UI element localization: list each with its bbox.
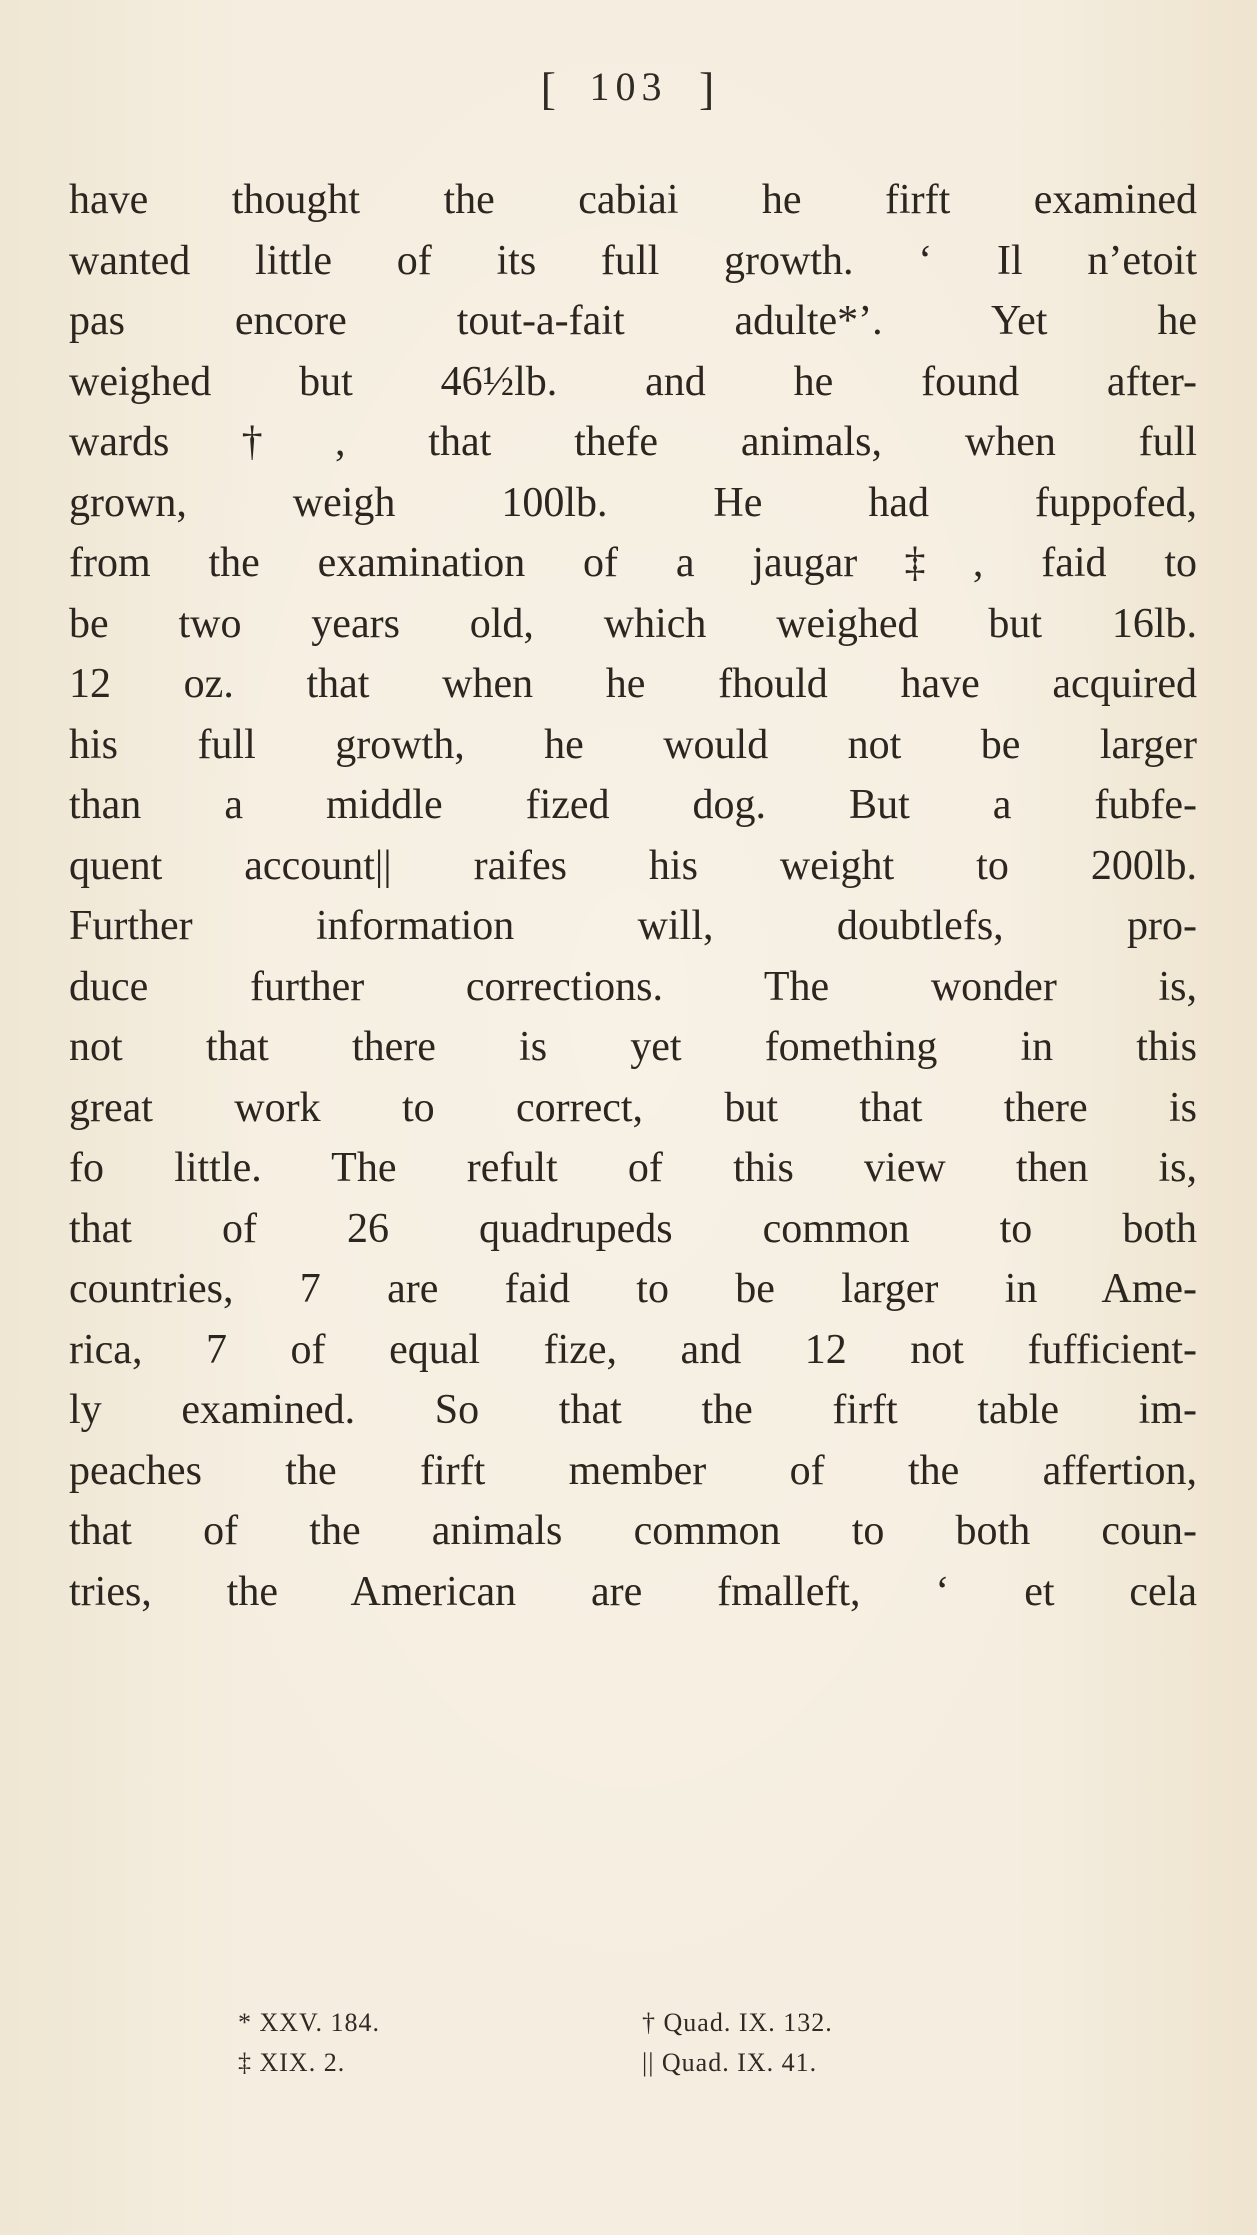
text-line: be two years old, which weighed but 16lb. (69, 600, 1197, 647)
footnote: || Quad. IX. 41. (642, 2048, 818, 2077)
text-line: countries, 7 are faid to be larger in Ame- (69, 1266, 1197, 1312)
text-line: peaches the firft member of the affertion, (69, 1447, 1197, 1494)
text-line: have thought the cabiai he firft examined (69, 177, 1197, 223)
text-line: wards†, that thefe animals, when full (69, 419, 1197, 465)
text-line: rica, 7 of equal fize, and 12 not fufficient- (69, 1326, 1197, 1373)
footnote: * XXV. 184. (238, 2008, 380, 2037)
body-text (69, 170, 1197, 1622)
header-left-bracket: [ (540, 63, 558, 114)
text-line: wanted little of its full growth. ‘ Il n’etoit (69, 237, 1197, 284)
text-line: weighed but 46½lb. and he found after- (69, 358, 1197, 405)
text-line: 12 oz. that when he fhould have acquired (69, 661, 1197, 707)
text-line: quent account|| raifes his weight to 200lb. (69, 842, 1197, 889)
text-line: great work to correct, but that there is (69, 1084, 1197, 1131)
page-header (0, 62, 1257, 115)
text-line: than a middle fized dog. But a fubfe- (69, 782, 1197, 828)
text-line: that of 26 quadrupeds common to both (69, 1205, 1197, 1252)
text-line: his full growth, he would not be larger (69, 721, 1197, 768)
text-line: that of the animals common to both coun- (69, 1508, 1197, 1554)
text-line: fo little. The refult of this view then is, (69, 1145, 1197, 1191)
text-line: pas encore tout-a-fait adulte*’. Yet he (69, 298, 1197, 344)
footnote: ‡ XIX. 2. (238, 2048, 346, 2077)
text-line: duce further corrections. The wonder is, (69, 963, 1197, 1010)
text-line: ly examined. So that the firft table im- (69, 1387, 1197, 1433)
header-right-bracket: ] (699, 63, 717, 114)
text-line: Further information will, doubtlefs, pro- (69, 903, 1197, 949)
text-line: not that there is yet fomething in this (69, 1024, 1197, 1070)
text-line: grown, weigh 100lb. He had fuppofed, (69, 479, 1197, 526)
page-number: 103 (589, 64, 668, 109)
footnote: † Quad. IX. 132. (642, 2008, 833, 2037)
text-line: from the examination of a jaugar‡, faid to (69, 540, 1197, 586)
text-line: tries, the American are fmalleft, ‘ et cela (69, 1568, 1197, 1615)
